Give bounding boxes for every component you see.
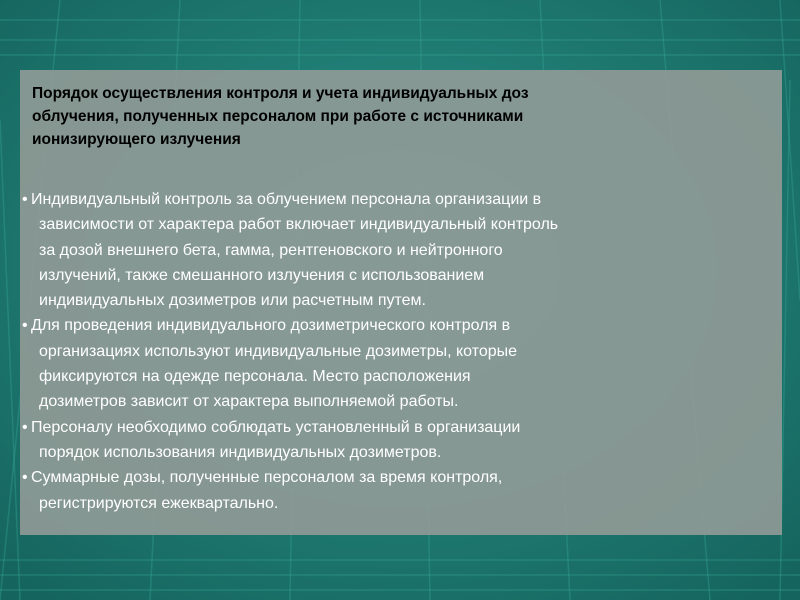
bullet-line: зависимости от характера работ включает индивидуальный контроль bbox=[39, 216, 559, 234]
title-line: облучения, полученных персоналом при работе с источниками bbox=[32, 108, 524, 125]
bullet-marker: • bbox=[22, 191, 28, 208]
bullet-marker: • bbox=[22, 418, 28, 436]
bullet-list bbox=[22, 187, 777, 516]
bullet-line: Персоналу необходимо соблюдать установленный в организации bbox=[31, 418, 521, 436]
bullet-line: организациях используют индивидуальные дозиметры, которые bbox=[39, 342, 518, 360]
content-area bbox=[20, 70, 782, 535]
bullet-item bbox=[22, 187, 777, 313]
bullet-line: за дозой внешнего бета, гамма, рентгеновского и нейтронного bbox=[39, 241, 503, 259]
bullet-line: Для проведения индивидуального дозиметрического контроля в bbox=[31, 317, 511, 335]
bullet-line: фиксируются на одежде персонала. Место расположения bbox=[39, 368, 471, 386]
bullet-line: регистрируются ежеквартально. bbox=[39, 494, 279, 512]
bullet-line: Суммарные дозы, полученные персоналом за время контроля, bbox=[31, 469, 503, 487]
bullet-marker: • bbox=[22, 469, 28, 487]
title-line: ионизирующего излучения bbox=[32, 131, 241, 148]
bullet-item bbox=[22, 313, 777, 414]
bullet-line: дозиметров зависит от характера выполняемой работы. bbox=[39, 393, 459, 411]
title-line: Порядок осуществления контроля и учета индивидуальных доз bbox=[32, 85, 529, 102]
bullet-line: излучений, также смешанного излучения с использованием bbox=[39, 266, 485, 284]
bullet-line: порядок использования индивидуальных дозиметров. bbox=[39, 443, 442, 461]
bullet-line: Индивидуальный контроль за облучением персонала организации в bbox=[31, 191, 542, 208]
slide-title bbox=[32, 82, 772, 151]
bullet-item bbox=[22, 465, 777, 516]
bullet-item bbox=[22, 415, 777, 466]
bullet-line: индивидуальных дозиметров или расчетным путем. bbox=[39, 292, 426, 310]
bullet-marker: • bbox=[22, 317, 28, 335]
